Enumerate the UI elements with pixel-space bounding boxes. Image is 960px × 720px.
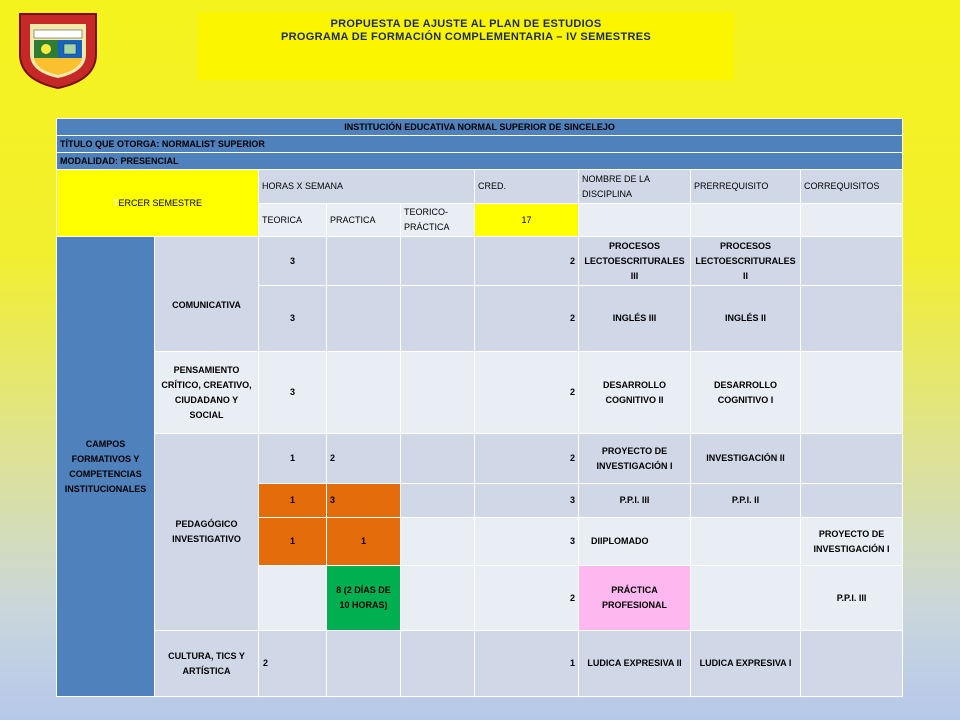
col-credits-header: CRED.: [475, 170, 579, 204]
row-5-correq: [801, 484, 903, 518]
row-3-tp: [401, 352, 475, 434]
row-7-tp: [401, 566, 475, 631]
campos-label: CAMPOS FORMATIVOS Y COMPETENCIAS INSTITUCIONALES: [57, 237, 155, 697]
row-6-teorica: 1: [259, 518, 327, 566]
empty-cell: [691, 204, 801, 237]
row-2-nombre: INGLÉS III: [579, 286, 691, 352]
area-cultura: CULTURA, TICS Y ARTÍSTICA: [155, 631, 259, 697]
row-6-practica: 1: [327, 518, 401, 566]
row-7-prerreq: [691, 566, 801, 631]
institution-header: INSTITUCIÓN EDUCATIVA NORMAL SUPERIOR DE SINCELEJO: [57, 119, 903, 136]
row-7-nombre: PRÁCTICA PROFESIONAL: [579, 566, 691, 631]
row-2-cred: 2: [475, 286, 579, 352]
row-7-teorica: [259, 566, 327, 631]
row-5-practica: 3: [327, 484, 401, 518]
row-2-practica: [327, 286, 401, 352]
row-3-nombre: DESARROLLO COGNITIVO II: [579, 352, 691, 434]
title-line-1: PROPUESTA DE AJUSTE AL PLAN DE ESTUDIOS: [330, 18, 602, 30]
row-5-tp: [401, 484, 475, 518]
row-8-cred: 1: [475, 631, 579, 697]
row-3-teorica: 3: [259, 352, 327, 434]
row-6-correq: PROYECTO DE INVESTIGACIÓN I: [801, 518, 903, 566]
row-2-correq: [801, 286, 903, 352]
semester-label: [57, 170, 259, 237]
row-1-prerreq: PROCESOS LECTOESCRITURALES II: [691, 237, 801, 286]
row-5-prerreq: P.P.I. II: [691, 484, 801, 518]
row-1-nombre: PROCESOS LECTOESCRITURALES III: [579, 237, 691, 286]
empty-cell: [801, 204, 903, 237]
sub-theory-header: TEORICA: [259, 204, 327, 237]
row-6-tp: [401, 518, 475, 566]
title-line-2: PROGRAMA DE FORMACIÓN COMPLEMENTARIA – IV SEMESTRES: [281, 31, 651, 43]
row-6-nombre: DIIPLOMADO: [579, 518, 691, 566]
row-1-correq: [801, 237, 903, 286]
row-6-prerreq: [691, 518, 801, 566]
row-4-cred: 2: [475, 434, 579, 484]
row-2-prerreq: INGLÉS II: [691, 286, 801, 352]
row-5-nombre: P.P.I. III: [579, 484, 691, 518]
empty-cell: [579, 204, 691, 237]
col-prereq-header: PRERREQUISITO: [691, 170, 801, 204]
row-8-practica: [327, 631, 401, 697]
row-4-prerreq: INVESTIGACIÓN II: [691, 434, 801, 484]
sub-practice-header: PRACTICA: [327, 204, 401, 237]
sub-theory-practice-header: TEORICO-PRÁCTICA: [401, 204, 475, 237]
row-2-teorica: 3: [259, 286, 327, 352]
semester-text: ERCER SEMESTRE: [118, 197, 202, 208]
row-1-teorica: 3: [259, 237, 327, 286]
row-8-teorica: 2: [259, 631, 327, 697]
row-7-practica: 8 (2 DÍAS DE 10 HORAS): [327, 566, 401, 631]
row-6-cred: 3: [475, 518, 579, 566]
row-7-cred: 2: [475, 566, 579, 631]
semester-prefix: T: [112, 197, 119, 208]
row-4-teorica: 1: [259, 434, 327, 484]
row-4-tp: [401, 434, 475, 484]
row-3-correq: [801, 352, 903, 434]
row-5-cred: 3: [475, 484, 579, 518]
row-5-teorica: 1: [259, 484, 327, 518]
modality-header: MODALIDAD: PRESENCIAL: [57, 153, 903, 170]
row-3-practica: [327, 352, 401, 434]
row-3-cred: 2: [475, 352, 579, 434]
row-1-tp: [401, 237, 475, 286]
area-pensamiento: PENSAMIENTO CRÍTICO, CREATIVO, CIUDADANO Y SOCIAL: [155, 352, 259, 434]
row-4-nombre: PROYECTO DE INVESTIGACIÓN I: [579, 434, 691, 484]
row-1-practica: [327, 237, 401, 286]
row-4-practica: 2: [327, 434, 401, 484]
row-8-correq: [801, 631, 903, 697]
row-2-tp: [401, 286, 475, 352]
degree-header: TÍTULO QUE OTORGA: NORMALIST SUPERIOR: [57, 136, 903, 153]
area-comunicativa: COMUNICATIVA: [155, 237, 259, 352]
col-subject-header: NOMBRE DE LA DISCIPLINA: [579, 170, 691, 204]
area-pedagogico: PEDAGÓGICO INVESTIGATIVO: [155, 434, 259, 631]
curriculum-table: [56, 118, 903, 697]
col-hours-header: HORAS X SEMANA: [259, 170, 475, 204]
title-banner: [198, 12, 734, 80]
row-8-prerreq: LUDICA EXPRESIVA I: [691, 631, 801, 697]
row-1-cred: 2: [475, 237, 579, 286]
row-8-tp: [401, 631, 475, 697]
school-crest-logo: [14, 10, 102, 90]
row-8-nombre: LUDICA EXPRESIVA II: [579, 631, 691, 697]
row-3-prerreq: DESARROLLO COGNITIVO I: [691, 352, 801, 434]
row-7-correq: P.P.I. III: [801, 566, 903, 631]
row-4-correq: [801, 434, 903, 484]
total-credits: 17: [475, 204, 579, 237]
col-coreq-header: CORREQUISITOS: [801, 170, 903, 204]
